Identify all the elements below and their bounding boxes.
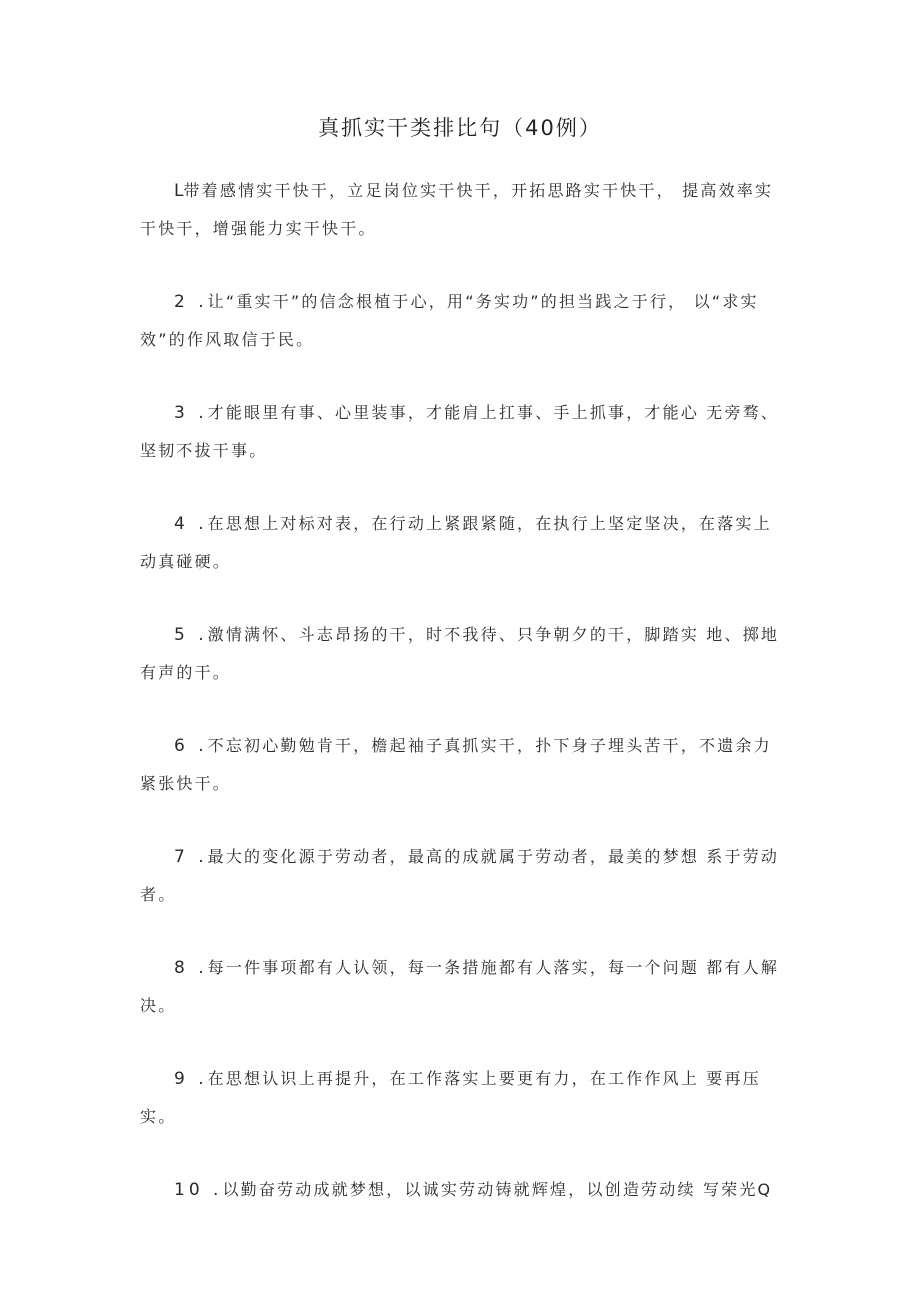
list-item: [140, 727, 785, 802]
item-number: 4 .: [174, 514, 208, 534]
item-text: 以勤奋劳动成就梦想，以诚实劳动铸就辉煌，以创造劳动续 写荣光Q: [222, 1180, 773, 1199]
item-text: 在思想认识上再提升，在工作落实上要更有力，在工作作风上 要再压实。: [140, 1069, 761, 1126]
item-text: 在思想上对标对表，在行动上紧跟紧随，在执行上坚定坚决，在落实上动真碰硬。: [140, 514, 772, 571]
list-item: [140, 949, 785, 1024]
item-text: 才能眼里有事、心里装事，才能肩上扛事、手上抓事，才能心 无旁骛、坚韧不拔干事。: [140, 403, 780, 460]
item-text: 带着感情实干快干，立足岗位实干快干，开拓思路实干快干， 提高效率实干快干，增强能力实干快干。: [140, 181, 774, 238]
document-title: 真抓实干类排比句（40例）: [318, 116, 602, 140]
list-item: [140, 838, 785, 913]
item-number: 8 .: [174, 958, 208, 978]
item-number: L: [174, 181, 184, 201]
list-item: [140, 616, 785, 691]
list-item: [140, 283, 785, 358]
item-text: 不忘初心勤勉肯干，檐起袖子真抓实干，扑下身子埋头苦干，不遗余力紧张快干。: [140, 736, 772, 793]
item-number: 7 .: [174, 847, 208, 867]
list-item: [140, 172, 785, 247]
item-text: 激情满怀、斗志昂扬的干，时不我待、只争朝夕的干，脚踏实 地、掷地有声的干。: [140, 625, 780, 682]
item-text: 每一件事项都有人认领，每一条措施都有人落实，每一个问题 都有人解决。: [140, 958, 780, 1015]
list-item: [140, 394, 785, 469]
list-item: [140, 505, 785, 580]
item-text: 最大的变化源于劳动者，最高的成就属于劳动者，最美的梦想 系于劳动者。: [140, 847, 780, 904]
sentence-list: [140, 172, 785, 1245]
item-number: 10 .: [174, 1180, 223, 1200]
list-item: [140, 1060, 785, 1135]
item-number: 6 .: [174, 736, 208, 756]
item-number: 2 .: [174, 292, 208, 312]
item-text: 让“重实干”的信念根植于心，用“务实功”的担当践之于行， 以“求实效”的作风取信于民。: [140, 292, 759, 349]
item-number: 5 .: [174, 625, 208, 645]
list-item: [140, 1171, 785, 1209]
item-number: 3 .: [174, 403, 208, 423]
item-number: 9 .: [174, 1069, 208, 1089]
